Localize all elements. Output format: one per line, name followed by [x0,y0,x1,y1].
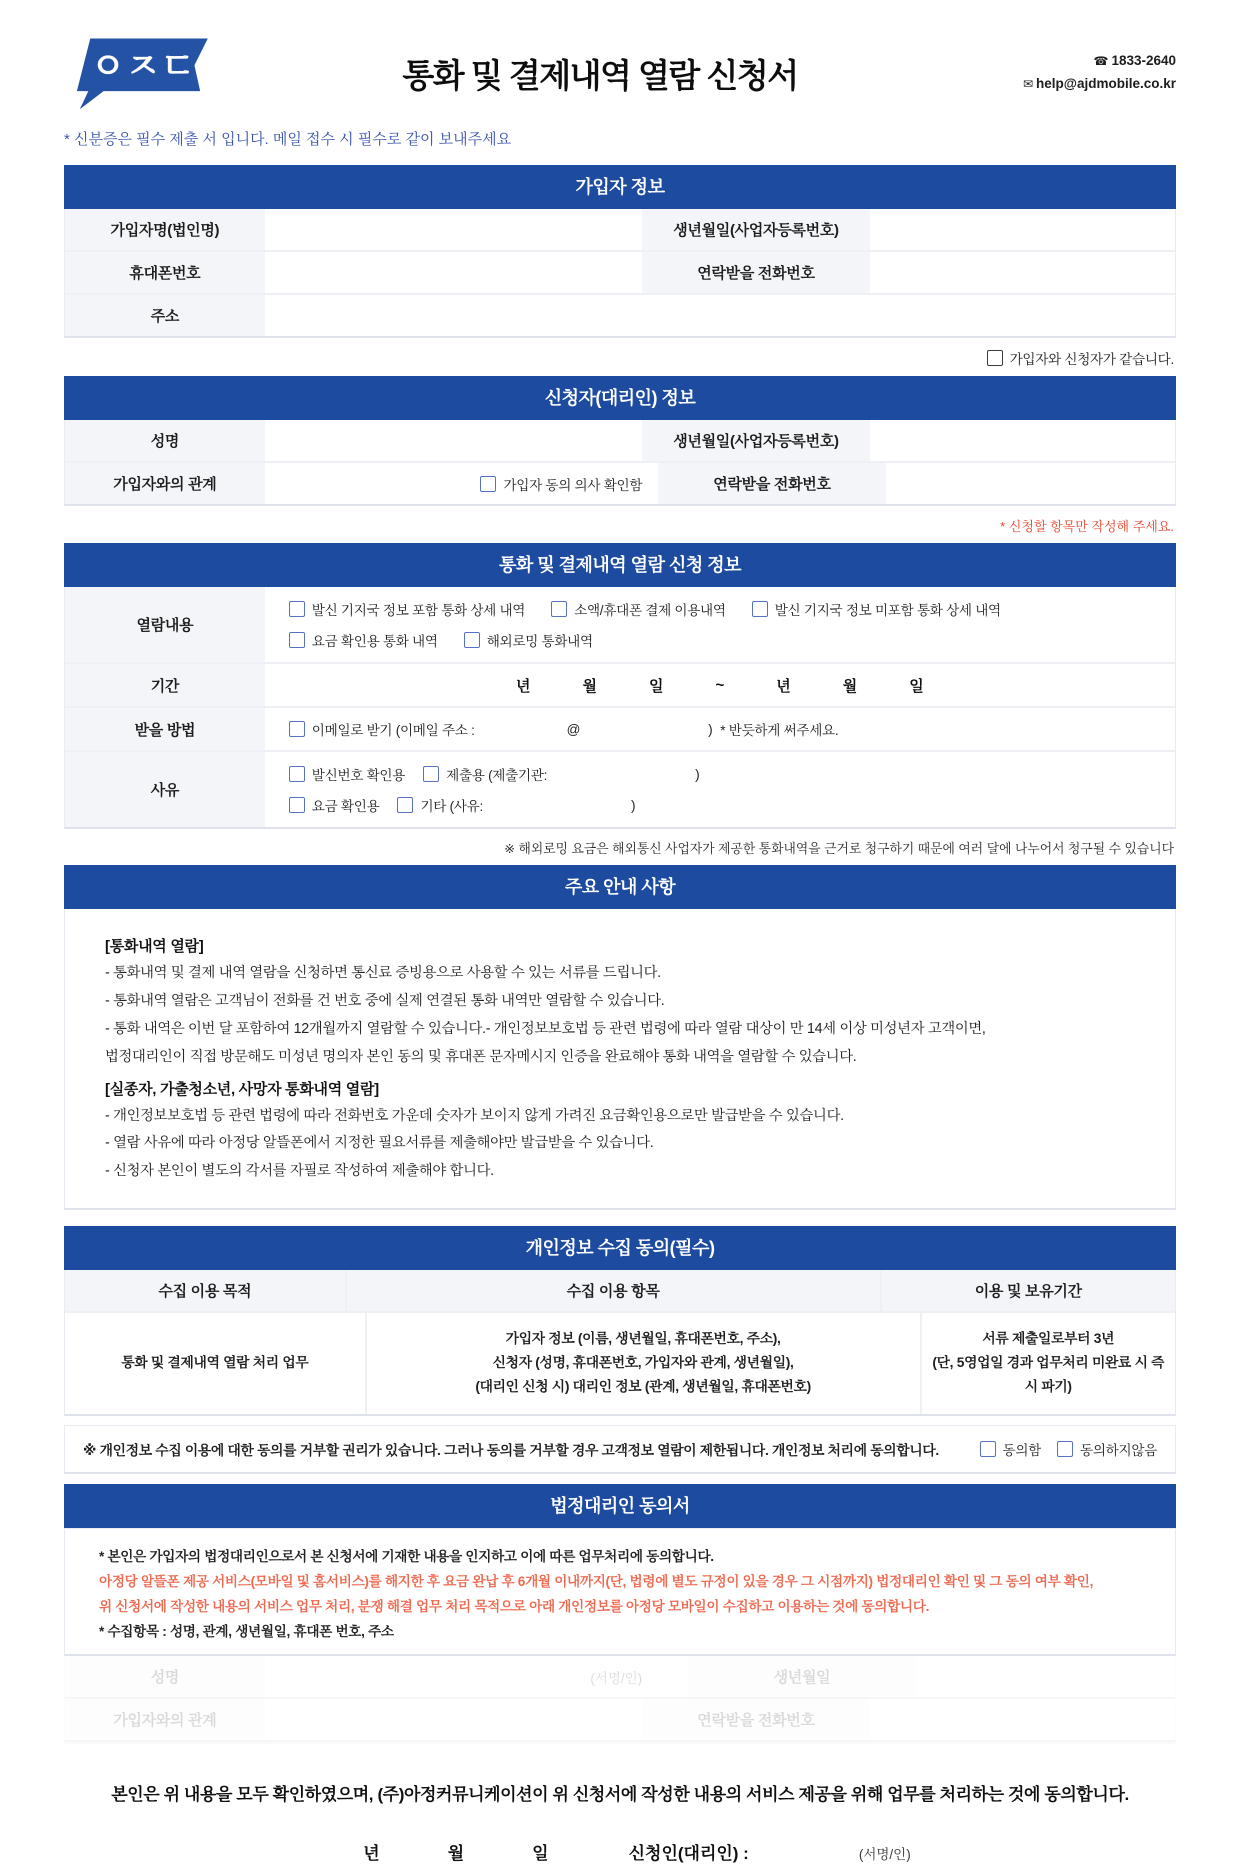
same-person-label: 가입자와 신청자가 같습니다. [1009,352,1174,367]
consent-intent-checkbox[interactable] [480,476,496,492]
privacy-col-items: 수집 이용 항목 [345,1270,880,1311]
privacy-item-line: 신청자 (성명, 휴대폰번호, 가입자와 관계, 생년월일), [492,1355,794,1371]
option-label: 기타 (사유: [420,799,483,814]
request-period-label: 기간 [65,664,265,706]
page-title: 통화 및 결제내역 열람 신청서 [402,56,798,94]
checkbox[interactable] [289,721,305,737]
speech-bubble-logo-icon [64,28,214,114]
request-content-label: 열람내용 [65,587,265,662]
privacy-data-row [65,1313,1175,1413]
guardian-birth-label: 생년월일 [688,1656,916,1697]
privacy-purpose-cell: 통화 및 결제내역 열람 처리 업무 [121,1355,309,1371]
subscriber-name-input[interactable] [265,209,642,250]
privacy-table [64,1270,1176,1415]
subscriber-birth-label: 생년월일(사업자등록번호) [642,209,870,250]
roaming-note: ※ 해외로밍 요금은 해외통신 사업자가 제공한 통화내역을 근거로 청구하기 때문에 여러 달에 나누어서 청구될 수 있습니다 [504,841,1174,856]
table-row [65,420,1175,463]
date-month-label: 월 [447,1844,465,1864]
content-options-row1 [289,599,1001,619]
privacy-items-cell [365,1313,920,1413]
applicant-section-header: 신청자(대리인) 정보 [64,376,1176,420]
table-row [65,209,1175,252]
privacy-consent-text: ※ 개인정보 수집 이용에 대한 동의를 거부할 권리가 있습니다. 그러나 동의를 거부할 경우 고객정보 열람이 제한됩니다. 개인정보 처리에 동의합니다. [83,1442,939,1458]
disagree-option [1057,1439,1157,1459]
signer-label: 신청인(대리인) : [628,1844,749,1864]
request-reason-options [265,752,1175,827]
option-label: 요금 확인용 [311,799,380,814]
table-row [65,252,1175,295]
table-row [65,708,1175,752]
guardian-ghost-table [64,1656,1176,1744]
table-row [65,587,1175,664]
guardian-name-input[interactable] [265,1656,688,1697]
notice-line: - 개인정보보호법 등 관련 법령에 따라 전화번호 가운데 숫자가 보이지 않게 가려진 요금확인용으로만 발급받을 수 있습니다. [105,1107,844,1124]
checkbox[interactable] [397,797,413,813]
option-label: 발신 기지국 정보 미포함 통화 상세 내역 [774,603,1001,618]
logo-text: ㅇㅈㄷ [90,45,196,87]
request-content-options [265,587,1175,662]
unit-month: 월 [582,677,598,695]
agree-checkbox[interactable] [980,1441,996,1457]
option-other [397,795,483,815]
applicant-contact-input[interactable] [886,463,1175,504]
notice-line: - 통화내역 및 결제 내역 열람을 신청하면 통신료 증빙용으로 사용할 수 있는 서류를 드립니다. [105,965,661,981]
notice-line: - 열람 사유에 따라 아정당 알뜰폰에서 지정한 필요서류를 제출해야만 발급받을 수 있습니다. [105,1135,654,1152]
option-submission [423,764,547,784]
subscriber-address-label: 주소 [65,295,265,336]
table-row [65,664,1175,708]
option-label: 해외로밍 통화내역 [486,634,593,649]
applicant-birth-label: 생년월일(사업자등록번호) [642,420,870,461]
consent-intent-label: 가입자 동의 의사 확인함 [503,477,643,493]
guardian-contact-label: 연락받을 전화번호 [642,1699,870,1740]
checkbox[interactable] [289,797,305,813]
notice-subtitle: [통화내역 열람] [105,938,204,955]
request-method-label: 받을 방법 [65,708,265,750]
guardian-contact-input[interactable] [870,1699,1175,1740]
checkbox[interactable] [289,766,305,782]
agree-label: 동의함 [1002,1442,1041,1458]
checkbox[interactable] [752,601,768,617]
contact-info [986,50,1176,96]
option-label: 요금 확인용 통화 내역 [311,634,438,649]
option-label: 발신 기지국 정보 포함 통화 상세 내역 [311,603,526,618]
notice-section-header: 주요 안내 사항 [64,865,1176,909]
privacy-header-row [65,1270,1175,1313]
applicant-birth-input[interactable] [870,420,1175,461]
privacy-col-period: 이용 및 보유기간 [880,1270,1175,1311]
signature-hint: (서명/인) [858,1847,911,1863]
signature-line [64,1839,1176,1864]
request-period-input[interactable] [265,664,1175,706]
reason-row1 [289,764,700,784]
checkbox[interactable] [289,632,305,648]
tilde: ~ [715,676,725,694]
write-neatly-note: * 반듯하게 써주세요. [720,723,839,738]
applicant-name-label: 성명 [65,420,265,461]
guardian-body [64,1528,1176,1657]
notice-body [64,909,1176,1210]
paren-close: ) [630,797,636,813]
subscriber-table [64,209,1176,338]
option-micropayment [551,599,726,619]
option-detail-with-basestation [289,599,525,619]
subscriber-phone-label: 휴대폰번호 [65,252,265,293]
option-label: 이메일로 받기 (이메일 주소 : [311,723,475,738]
option-fee-check-history [289,630,438,650]
guardian-birth-input[interactable] [916,1656,1175,1697]
content-options-row2 [289,630,593,650]
subscriber-phone-input[interactable] [265,252,642,293]
option-detail-without-basestation [752,599,1001,619]
privacy-section-header: 개인정보 수집 동의(필수) [64,1226,1176,1270]
table-row [65,463,1175,504]
unit-day: 일 [649,677,664,695]
subscriber-address-input[interactable] [265,295,1175,336]
unit-day: 일 [909,677,924,695]
applicant-contact-label: 연락받을 전화번호 [658,463,886,504]
option-roaming-history [464,630,593,650]
phone-icon: ☎ [1093,54,1109,69]
table-row [65,1656,1175,1699]
subscriber-name-label: 가입자명(법인명) [65,209,265,250]
applicant-table [64,420,1176,506]
privacy-item-line: 가입자 정보 (이름, 생년월일, 휴대폰번호, 주소), [505,1331,781,1347]
subscriber-contact-label: 연락받을 전화번호 [642,252,870,293]
guardian-section-header: 법정대리인 동의서 [64,1484,1176,1528]
paren-close: ) [695,766,700,782]
notice-line: - 신청자 본인이 별도의 각서를 자필로 작성하여 제출해야 합니다. [105,1163,494,1180]
notice-subtitle: [실종자, 가출청소년, 사망자 통화내역 열람] [105,1080,379,1098]
guardian-line-warning: 아정당 알뜰폰 제공 서비스(모바일 및 홈서비스)를 해지한 후 요금 완납 후 6개월 이내까지(단, 법령에 별도 규정이 있을 경우 그 시점까지) 법정대리인 확인 및 그 동의 여부 확인, [99,1573,1094,1589]
unit-month: 월 [842,677,858,695]
table-row [65,752,1175,827]
applicant-relation-label: 가입자와의 관계 [65,463,265,504]
notice-line: 법정대리인이 직접 방문해도 미성년 명의자 본인 동의 및 휴대폰 문자메시지 인증을 완료해야 통화 내역을 열람할 수 있습니다. [105,1048,857,1065]
subscriber-section-header: 가입자 정보 [64,165,1176,209]
option-label: 제출용 (제출기관: [446,768,548,783]
contact-phone-line [986,50,1176,73]
guardian-name-label: 성명 [65,1656,265,1697]
privacy-col-purpose: 수집 이용 목적 [65,1270,345,1311]
notice-line: - 통화내역 열람은 고객님이 전화를 건 번호 중에 실제 연결된 통화 내역만 열람할 수 있습니다. [105,992,665,1009]
form-header [64,30,1176,116]
id-required-note: * 신분증은 필수 제출 서 입니다. 메일 접수 시 필수로 같이 보내주세요 [64,131,512,148]
ghost-table-inner [64,1656,1176,1744]
notice-line: - 통화 내역은 이번 달 포함하여 12개월까지 열람할 수 있습니다.- 개인정보보호법 등 관련 법령에 따라 열람 대상이 만 14세 이상 미성년자 고객이면, [105,1020,986,1037]
disagree-checkbox[interactable] [1057,1441,1073,1457]
privacy-consent-choices [966,1439,1158,1459]
company-logo [64,28,214,119]
contact-phone: 1833-2640 [1111,53,1176,69]
privacy-period-cell [920,1313,1175,1413]
unit-year: 년 [516,677,531,695]
checkbox[interactable] [289,601,305,617]
guardian-relation-label: 가입자와의 관계 [65,1699,265,1740]
privacy-consent-strip [64,1425,1176,1474]
table-row [65,295,1175,336]
paren-close: ) [708,721,713,737]
guardian-line: * 본인은 가입자의 법정대리인으로서 본 신청서에 기재한 내용을 인지하고 이에 따른 업무처리에 동의합니다. [99,1548,714,1564]
date-year-label: 년 [363,1844,380,1864]
checkbox[interactable] [464,632,480,648]
date-day-label: 일 [532,1844,549,1864]
sign-hint: (서명/인) [590,1670,643,1686]
privacy-item-line: (대리인 신청 시) 대리인 정보 (관계, 생년월일, 휴대폰번호) [475,1379,811,1395]
option-fee-check [289,795,380,815]
checkbox[interactable] [423,766,439,782]
reason-row2 [289,795,635,815]
request-method-options [265,708,1175,750]
fill-only-note: * 신청할 항목만 작성해 주세요. [1000,519,1174,534]
agree-option [980,1439,1042,1459]
same-person-line [64,348,1174,368]
guardian-relation-input[interactable] [265,1699,642,1740]
guardian-line: * 수집항목 : 성명, 관계, 생년월일, 휴대폰 번호, 주소 [99,1623,394,1639]
at-sign: @ [566,721,581,737]
final-agreement-text: 본인은 위 내용을 모두 확인하였으며, (주)아정커뮤니케이션이 위 신청서에 작성한 내용의 서비스 제공을 위해 업무를 처리하는 것에 동의합니다. [111,1785,1129,1805]
request-section-header: 통화 및 결제내역 열람 신청 정보 [64,543,1176,587]
option-label: 발신번호 확인용 [311,768,406,783]
consent-intent-check [480,474,642,494]
same-person-checkbox[interactable] [987,350,1003,366]
subscriber-birth-input[interactable] [870,209,1175,250]
mail-icon: ✉ [1022,77,1034,91]
option-caller-id-check [289,764,405,784]
option-receive-by-email [289,719,475,739]
checkbox[interactable] [551,601,567,617]
applicant-relation-input[interactable] [265,463,658,504]
guardian-line-warning: 위 신청서에 작성한 내용의 서비스 업무 처리, 분쟁 해결 업무 처리 목적으로 아래 개인정보를 아정당 모바일이 수집하고 이용하는 것에 동의합니다. [99,1598,930,1614]
option-label: 소액/휴대폰 결제 이용내역 [574,603,726,618]
privacy-keep-line: (단, 5영업일 경과 업무처리 미완료 시 즉시 파기) [932,1355,1165,1395]
subscriber-contact-input[interactable] [870,252,1175,293]
unit-year: 년 [776,677,791,695]
contact-email: help@ajdmobile.co.kr [1036,76,1176,91]
request-reason-label: 사유 [65,752,265,827]
disagree-label: 동의하지않음 [1080,1442,1157,1458]
privacy-keep-line: 서류 제출일로부터 3년 [982,1331,1115,1347]
applicant-name-input[interactable] [265,420,642,461]
request-table [64,587,1176,829]
table-row [65,1699,1175,1742]
period-units [265,675,1175,696]
contact-email-line [986,73,1176,96]
